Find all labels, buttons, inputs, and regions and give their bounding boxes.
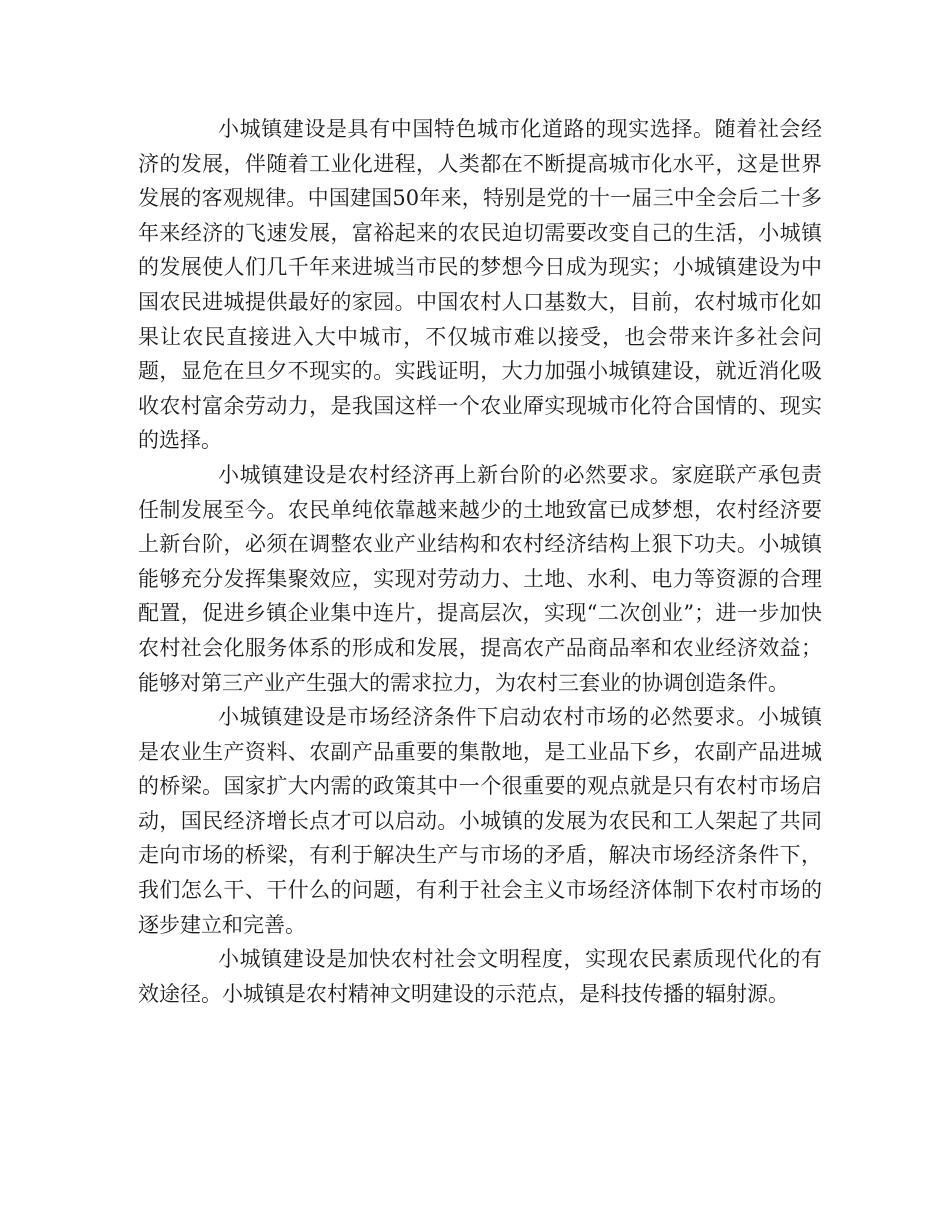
paragraph-3: 小城镇建设是市场经济条件下启动农村市场的必然要求。小城镇是农业生产资料、农副产品重要的集散地，是工业品下乡，农副产品进城的桥梁。国家扩大内需的政策其中一个很重要的观点就是只有农村市场启动，国民经济增长点才可以启动。小城镇的发展为农民和工人架起了共同走向市场的桥梁，有利于解决生产与市场的矛盾，解决市场经济条件下，我们怎么干、干什么的问题，有利于社会主义市场经济体制下农村市场的逐步建立和完善。 (138, 705, 822, 937)
paragraph-1: 小城镇建设是具有中国特色城市化道路的现实选择。随着社会经济的发展，伴随着工业化进程，人类都在不断提高城市化水平，这是世界发展的客观规律。中国建国50年来，特别是党的十一届三中全会后二十多年来经济的飞速发展，富裕起来的农民迫切需要改变自己的生活，小城镇的发展使人们几千年来进城当市民的梦想今日成为现实；小城镇建设为中国农民进城提供最好的家园。中国农村人口基数大，目前，农村城市化如果让农民直接进入大中城市，不仅城市难以接受，也会带来许多社会问题，显危在旦夕不现实的。实践证明，大力加强小城镇建设，就近消化吸收农村富余劳动力，是我国这样一个农业厣实现城市化符合国情的、现实的选择。 (138, 117, 822, 453)
document-body (138, 112, 822, 1011)
paragraph-4: 小城镇建设是加快农村社会文明程度，实现农民素质现代化的有效途径。小城镇是农村精神文明建设的示范点，是科技传播的辐射源。 (138, 947, 822, 1006)
paragraph-2: 小城镇建设是农村经济再上新台阶的必然要求。家庭联产承包责任制发展至今。农民单纯依靠越来越少的土地致富已成梦想，农村经济要上新台阶，必须在调整农业产业结构和农村经济结构上狠下功夫。小城镇能够充分发挥集聚效应，实现对劳动力、土地、水利、电力等资源的合理配置，促进乡镇企业集中连片，提高层次，实现“二次创业”；进一步加快农村社会化服务体系的形成和发展，提高农产品商品率和农业经济效益；能够对第三产业产生强大的需求拉力，为农村三套业的协调创造条件。 (138, 462, 822, 695)
